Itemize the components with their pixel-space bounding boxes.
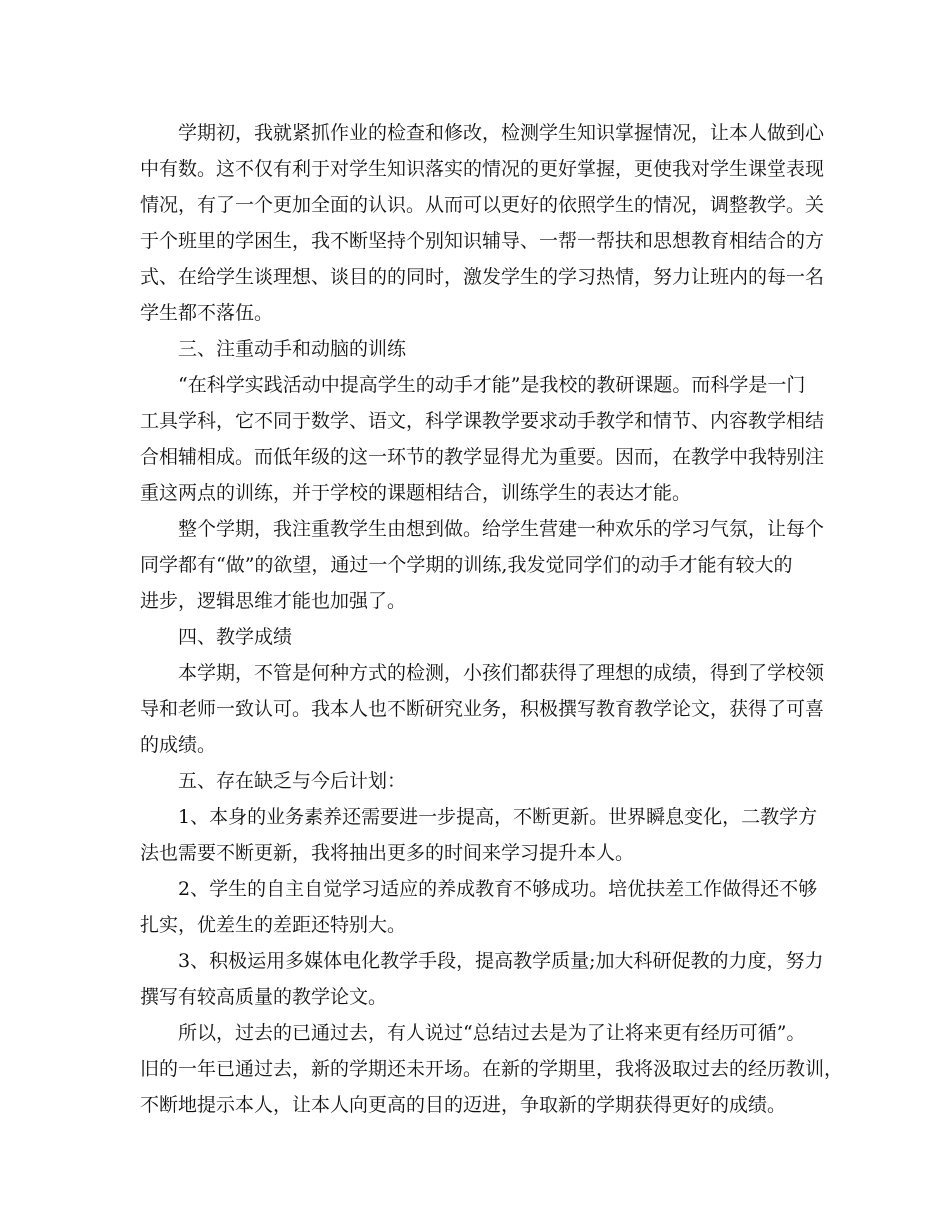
list-item-line: 扎实，优差生的差距还特别大。 — [140, 914, 407, 936]
paragraph-line: 重这两点的训练，并于学校的课题相结合，训练学生的表达才能。 — [140, 482, 692, 504]
paragraph-line: 情况，有了一个更加全面的认识。从而可以更好的依照学生的情况，调整教学。关 — [140, 194, 825, 216]
list-item-line: 1、本身的业务素养还需要进一步提高，不断更新。世界瞬息变化，二教学方 — [178, 806, 818, 828]
paragraph-line: 于个班里的学困生，我不断坚持个别知识辅导、一帮一帮扶和思想教育相结合的方 — [140, 230, 825, 252]
section-heading: 四、教学成绩 — [178, 626, 293, 648]
paragraph-line: 同学都有“做”的欲望，通过一个学期的训练,我发觉同学们的动手才能有较大的 — [140, 554, 793, 576]
section-heading: 五、存在缺乏与今后计划： — [178, 770, 407, 792]
list-item-line: 3、积极运用多媒体电化教学手段，提高教学质量;加大科研促教的力度，努力 — [178, 950, 824, 972]
paragraph-line: 中有数。这不仅有利于对学生知识落实的情况的更好掌握，更使我对学生课堂表现 — [140, 158, 825, 180]
paragraph-line: “在科学实践活动中提高学生的动手才能”是我校的教研课题。而科学是一门 — [178, 374, 806, 396]
paragraph-line: 工具学科，它不同于数学、语文，科学课教学要求动手教学和情节、内容教学相结 — [140, 410, 825, 432]
list-item-line: 2、学生的自主自觉学习适应的养成教育不够成功。培优扶差工作做得还不够 — [178, 878, 818, 900]
paragraph-line: 式、在给学生谈理想、谈目的的同时，激发学生的学习热情，努力让班内的每一名 — [140, 266, 825, 288]
section-heading: 三、注重动手和动脑的训练 — [178, 338, 407, 360]
paragraph-line: 整个学期，我注重教学生由想到做。给学生营建一种欢乐的学习气氛，让每个 — [178, 518, 825, 540]
paragraph-line: 旧的一年已通过去，新的学期还未开场。在新的学期里，我将汲取过去的经历教训， — [140, 1058, 844, 1080]
paragraph-line: 所以，过去的已通过去，有人说过“总结过去是为了让将来更有经历可循”。 — [178, 1022, 806, 1044]
paragraph-line: 导和老师一致认可。我本人也不断研究业务，积极撰写教育教学论文，获得了可喜 — [140, 698, 825, 720]
list-item-line: 法也需要不断更新，我将抽出更多的时间来学习提升本人。 — [140, 842, 635, 864]
paragraph-line: 学生都不落伍。 — [140, 302, 274, 324]
paragraph-line: 本学期，不管是何种方式的检测，小孩们都获得了理想的成绩，得到了学校领 — [178, 662, 825, 684]
paragraph-line: 学期初，我就紧抓作业的检查和修改，检测学生知识掌握情况，让本人做到心 — [178, 122, 825, 144]
paragraph-line: 进步，逻辑思维才能也加强了。 — [140, 590, 407, 612]
list-item-line: 撰写有较高质量的教学论文。 — [140, 986, 388, 1008]
paragraph-line: 的成绩。 — [140, 734, 217, 756]
paragraph-line: 不断地提示本人，让本人向更高的目的迈进，争取新的学期获得更好的成绩。 — [140, 1094, 787, 1116]
paragraph-line: 合相辅相成。而低年级的这一环节的教学显得尤为重要。因而，在教学中我特别注 — [140, 446, 825, 468]
